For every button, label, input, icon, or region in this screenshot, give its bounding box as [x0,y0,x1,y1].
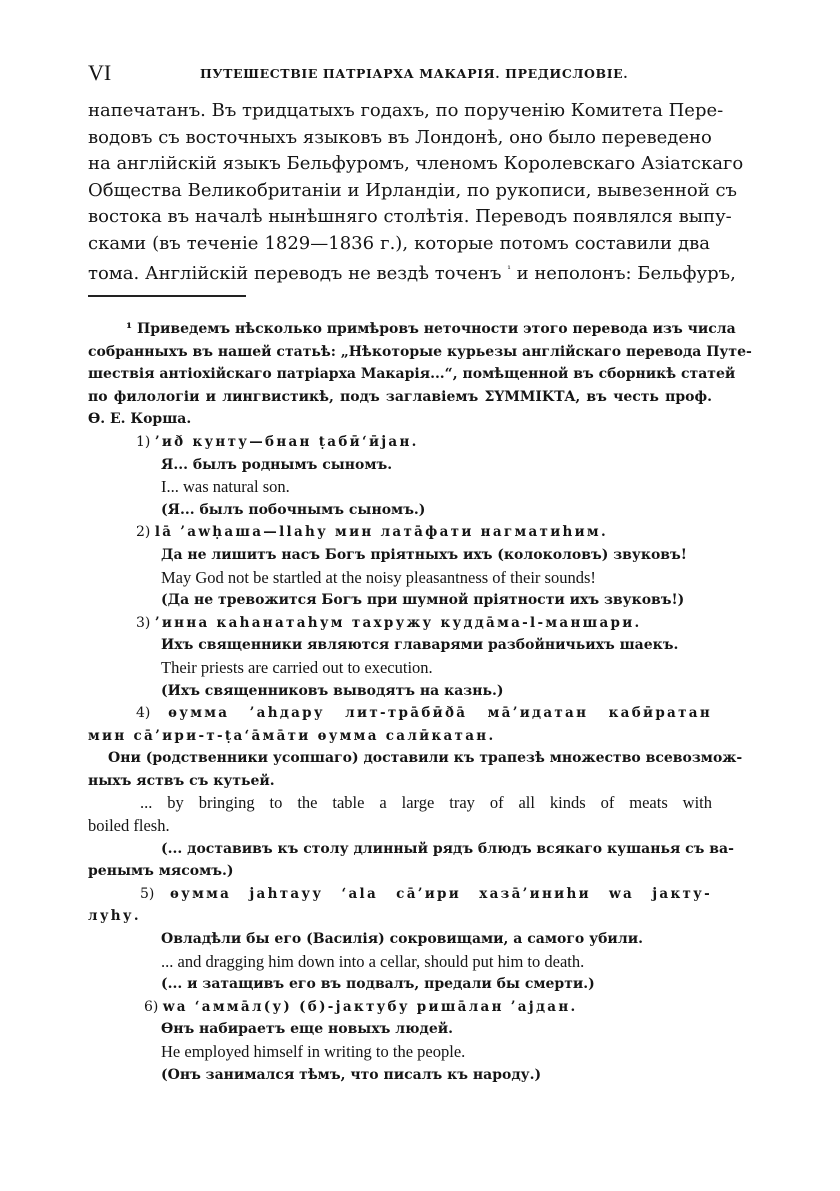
example-translit [88,431,712,454]
example-translit [88,702,712,725]
footnote-line: по филологіи и лингвистикѣ, подъ заглавіемъ ΣΥΜΜΙΚΤΑ, въ честь проф. [88,388,712,405]
footnote-line: собранныхъ въ нашей статьѣ: „Нѣкоторые курьезы англійскаго перевода Путе- [88,343,752,360]
example-backtranslation: (Ихъ священниковъ выводятъ на казнь.) [161,682,504,699]
body-line: водовъ съ восточныхъ языковъ въ Лондонѣ, оно было переведено [88,126,712,148]
example-russian: ныхъ яствъ съ кутьей. [88,772,275,789]
example-number: 1) [136,433,151,450]
example-backtranslation: (... и затащивъ его въ подвалъ, предали бы смерти.) [161,976,595,993]
body-line: сками (въ теченіе 1829—1836 г.), которые потомъ составили два [88,232,710,254]
footnote-marker: ¹ [507,265,511,275]
example-backtranslation: (Я... былъ побочнымъ сыномъ.) [161,501,426,518]
example-russian: Ѳнъ набираетъ еще новыхъ людей. [161,1021,454,1038]
running-title: ПУТЕШЕСТВІЕ ПАТРІАРХА МАКАРІЯ. ПРЕДИСЛОВІЕ. [200,66,629,81]
example-translit [88,996,712,1019]
example-english: May God not be startled at the noisy pleasantness of their sounds! [161,567,596,587]
example-russian: Я... былъ роднымъ сыномъ. [161,456,393,473]
example-number: 2) [136,524,151,541]
example-number: 6) [144,998,159,1015]
example-backtranslation: (Да не тревожится Богъ при шумной пріятности ихъ звуковъ!) [161,592,685,609]
example-english: ... by bringing to the table a large tray of all kinds of meats with [140,793,712,813]
translit-text: ’иð кунту—бнан ṭабӣ‘ӣјан. [154,433,419,450]
translit-text: wa ‘аммāл(у) (б)-јактубу ришāлан ’аjдан. [162,998,578,1015]
footnote-line: Ѳ. Е. Корша. [88,411,192,428]
body-text-segment: тома. Англійскій переводъ не вездѣ точенъ [88,263,502,284]
example-backtranslation: (Онъ занимался тѣмъ, что писалъ къ народу.) [161,1066,542,1083]
example-russian: Они (родственники усопшаго) доставили къ трапезѣ множество всевозмож- [108,750,743,767]
translit-text: мин сā’ири-т-ṭа‘āмāти ѳумма салӣкатан. [88,727,496,744]
example-english: I... was natural son. [161,477,290,497]
footnote-line: шествія антіохійскаго патріарха Макарія...“, помѣщенной въ сборникѣ статей [88,366,736,383]
footnote-line: ¹ Приведемъ нѣсколько примѣровъ неточности этого перевода изъ числа [126,321,736,337]
body-line-last [88,257,736,288]
example-backtranslation: (... доставивъ къ столу длинный рядъ блюдъ всякаго кушанья съ ва- [161,840,734,857]
example-russian: Да не лишитъ насъ Богъ пріятныхъ ихъ (колоколовъ) звуковъ! [161,546,687,563]
translit-text: lā ’awḥaшa—llaһу мин латāфати нагматиһим. [154,524,608,541]
body-line: Общества Великобританіи и Ирландіи, по рукописи, вывезенной съ [88,179,737,201]
page-header [88,60,728,84]
example-number: 3) [136,614,151,631]
example-translit [88,521,712,544]
translit-text: ’инна каһанатаһум тахружу куддāма-l-маншари. [154,614,642,631]
example-backtranslation: ренымъ мясомъ.) [88,863,234,880]
main-paragraph [88,98,744,288]
example-english: He employed himself in writing to the people. [161,1042,466,1061]
example-translit [88,883,712,906]
translit-text: ѳумма јаһтауу ‘аlа сā’ири хазā’иниһи wa јакту- [170,885,713,902]
page-number: VI [88,60,112,85]
example-russian: Ихъ священники являются главарями разбойничьихъ шаекъ. [161,637,679,654]
example-translit [88,612,712,635]
example-english: ... and dragging him down into a cellar, should put him to death. [161,951,585,971]
footnote-divider [88,295,246,297]
example-number: 5) [140,885,155,902]
body-line: на англійскій языкъ Бельфуромъ, членомъ Королевскаго Азіатскаго [88,153,744,174]
example-english: Their priests are carried out to execution. [161,657,433,677]
footnote [88,318,752,1086]
example-number: 4) [136,705,151,722]
example-russian: Овладѣли бы его (Василія) сокровищами, а самого убили. [161,931,643,948]
body-line: востока въ началѣ нынѣшняго столѣтія. Переводъ появлялся выпу- [88,206,732,227]
body-text-segment: и неполонъ: Бельфуръ, [516,263,736,284]
translit-text: луһу. [88,908,141,925]
example-english: boiled flesh. [88,816,170,836]
translit-text: ѳумма ’аһдару лит-трāбӣðā мā’идатан кабӣратан [168,705,712,722]
body-line: напечатанъ. Въ тридцатыхъ годахъ, по порученію Комитета Пере- [88,100,724,121]
